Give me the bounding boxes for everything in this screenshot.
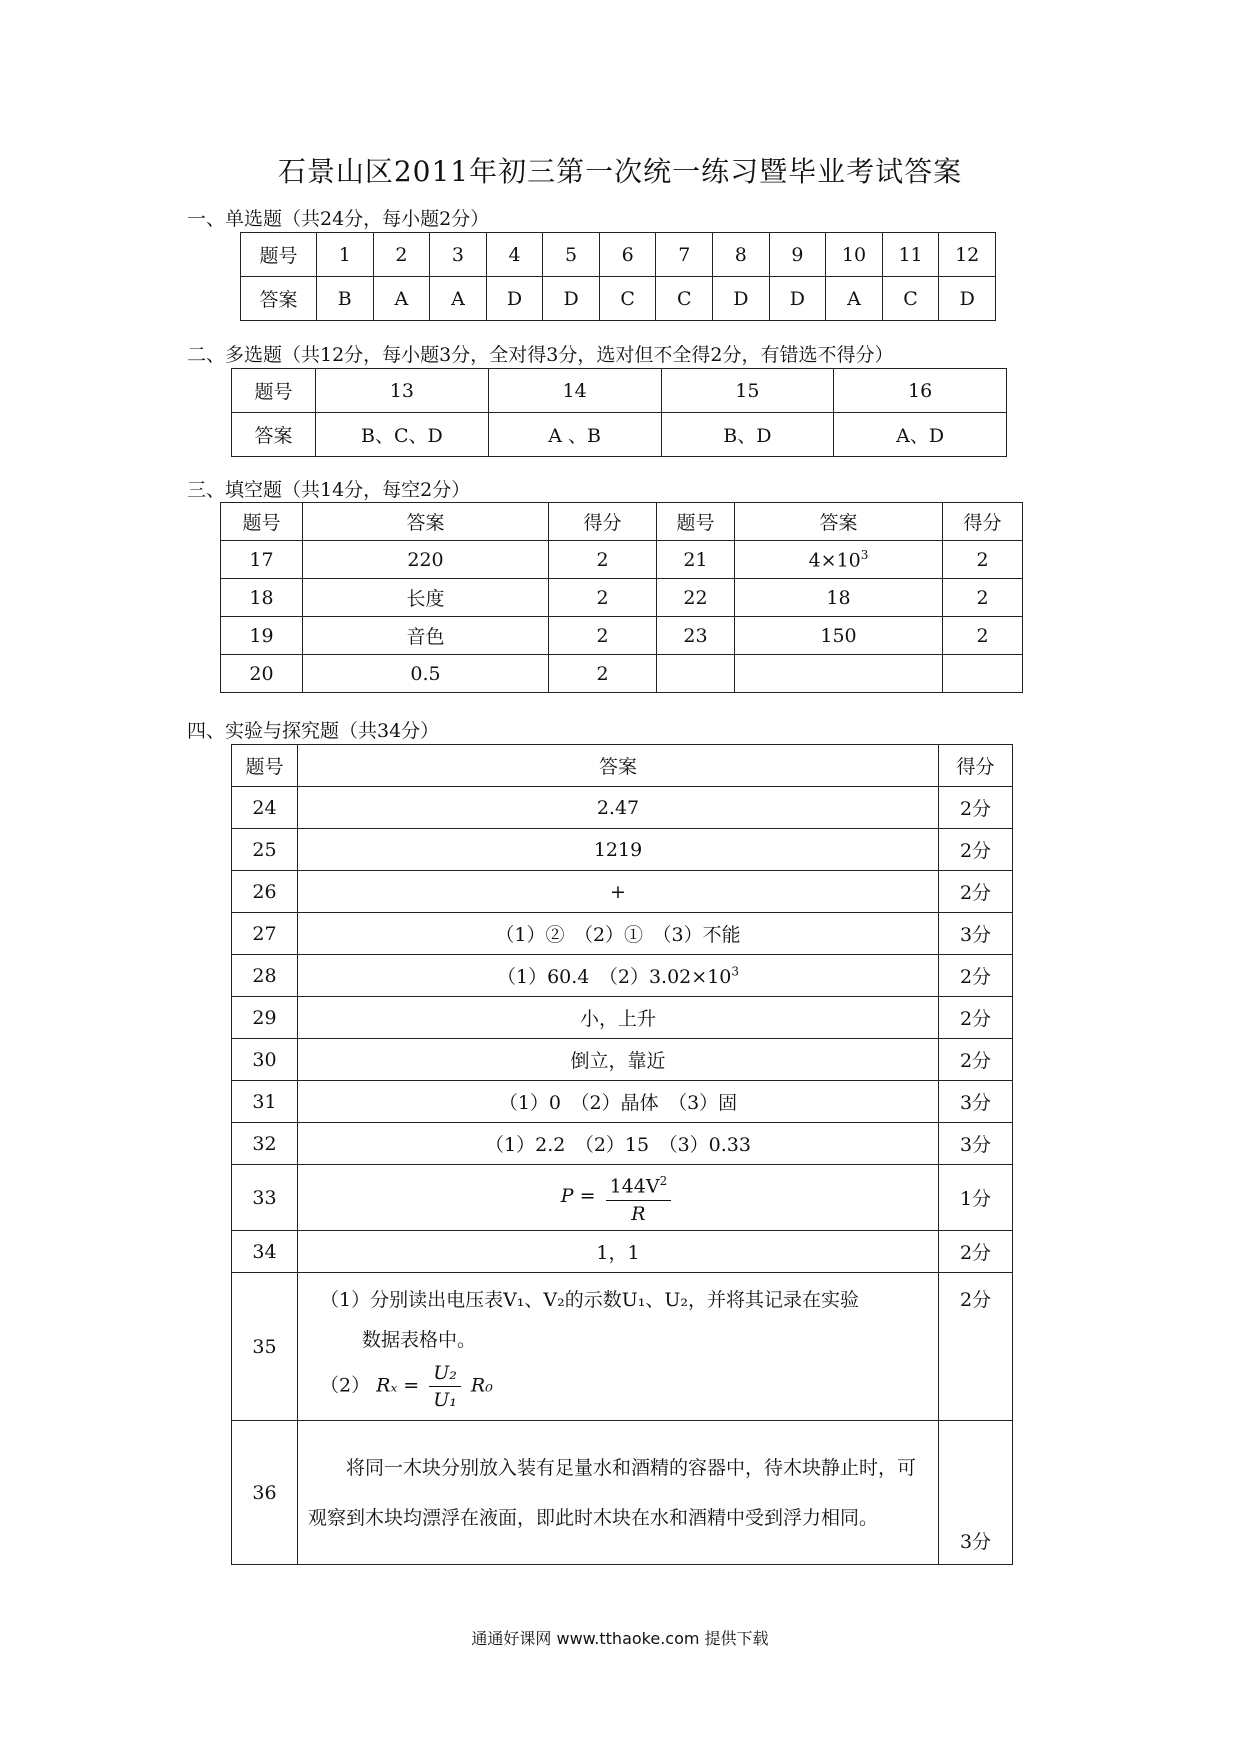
- question-number: 11: [882, 233, 939, 277]
- question-number: 10: [826, 233, 883, 277]
- score-cell: 3分: [939, 1421, 1013, 1565]
- answer-cell: D: [769, 277, 826, 321]
- answer-cell: D: [486, 277, 543, 321]
- column-header: 答案: [298, 745, 939, 787]
- answer-cell: 18: [735, 579, 943, 617]
- score-cell: 2: [943, 617, 1023, 655]
- question-number: 23: [657, 617, 735, 655]
- table-row: [232, 787, 1013, 829]
- answer-cell: A: [826, 277, 883, 321]
- answer-cell: [298, 1421, 939, 1565]
- answer-cell: A、D: [834, 413, 1007, 457]
- answer-line: （1）分别读出电压表V₁、V₂的示数U₁、U₂，并将其记录在实验: [320, 1289, 860, 1311]
- score-cell: 2分: [939, 787, 1013, 829]
- question-number: 2: [373, 233, 430, 277]
- question-number: 36: [232, 1421, 298, 1565]
- question-number: 28: [232, 955, 298, 997]
- question-number: 4: [486, 233, 543, 277]
- answer-cell: [298, 1273, 939, 1421]
- table-row: [221, 655, 1023, 693]
- question-number: 16: [834, 369, 1007, 413]
- score-cell: 2分: [939, 1039, 1013, 1081]
- question-number: 3: [430, 233, 487, 277]
- question-number: 26: [232, 871, 298, 913]
- question-number: 9: [769, 233, 826, 277]
- answer-cell: 150: [735, 617, 943, 655]
- answer-text: （1）60.4 （2）3.02×10: [496, 966, 732, 988]
- formula-numerator: U₂: [429, 1360, 461, 1387]
- question-number: 22: [657, 579, 735, 617]
- answer-cell: 1219: [298, 829, 939, 871]
- answer-cell: C: [882, 277, 939, 321]
- question-number: 20: [221, 655, 303, 693]
- column-header: 得分: [943, 503, 1023, 541]
- column-header: 题号: [221, 503, 303, 541]
- answer-cell: D: [939, 277, 996, 321]
- question-number: 17: [221, 541, 303, 579]
- question-number: 7: [656, 233, 713, 277]
- row-label: 答案: [232, 413, 316, 457]
- table-header-row: [221, 503, 1023, 541]
- table-row: [232, 1421, 1013, 1565]
- answer-cell: C: [599, 277, 656, 321]
- score-cell: 2: [943, 541, 1023, 579]
- answer-text: 4×10: [808, 549, 861, 572]
- question-number: 21: [657, 541, 735, 579]
- answer-cell: A 、B: [488, 413, 661, 457]
- question-number: 33: [232, 1165, 298, 1231]
- question-number: 35: [232, 1273, 298, 1421]
- exponent: 3: [860, 547, 869, 562]
- score-cell: 2: [549, 617, 657, 655]
- resistance-formula: [429, 1360, 461, 1413]
- score-cell: 2分: [939, 997, 1013, 1039]
- score-cell: 2: [549, 541, 657, 579]
- answer-cell: A: [373, 277, 430, 321]
- answer-cell: 长度: [303, 579, 549, 617]
- question-number: 15: [661, 369, 834, 413]
- fill-in-table: [220, 502, 1023, 693]
- section-2-heading: 二、多选题（共12分，每小题3分，全对得3分，选对但不全得2分，有错选不得分）: [187, 344, 894, 366]
- formula-lhs: P =: [560, 1185, 596, 1208]
- question-number: 27: [232, 913, 298, 955]
- answer-cell: A: [430, 277, 487, 321]
- answer-cell: B、D: [661, 413, 834, 457]
- table-row: [232, 1081, 1013, 1123]
- question-number: 12: [939, 233, 996, 277]
- row-label: 题号: [241, 233, 317, 277]
- table-row: [232, 1231, 1013, 1273]
- column-header: 得分: [939, 745, 1013, 787]
- question-number: 34: [232, 1231, 298, 1273]
- table-row: [232, 913, 1013, 955]
- answer-cell: 音色: [303, 617, 549, 655]
- answer-cell: 2.47: [298, 787, 939, 829]
- table-row: [232, 997, 1013, 1039]
- answer-cell: 220: [303, 541, 549, 579]
- formula-prefix: （2）: [320, 1374, 371, 1397]
- table-row: [241, 277, 996, 321]
- section-1-heading: 一、单选题（共24分，每小题2分）: [187, 208, 490, 230]
- question-number: 13: [316, 369, 489, 413]
- answer-cell: [298, 1165, 939, 1231]
- question-number: 31: [232, 1081, 298, 1123]
- table-row: [241, 233, 996, 277]
- answer-cell: +: [298, 871, 939, 913]
- answer-cell: （1）② （2）① （3）不能: [298, 913, 939, 955]
- answer-paragraph: 将同一木块分别放入装有足量水和酒精的容器中，待木块静止时，可观察到木块均漂浮在液面，即此时木块在水和酒精中受到浮力相同。: [308, 1456, 917, 1529]
- answer-cell: （1）2.2 （2）15 （3）0.33: [298, 1123, 939, 1165]
- table-row: [232, 829, 1013, 871]
- section-4-heading: 四、实验与探究题（共34分）: [187, 720, 440, 742]
- question-number: [657, 655, 735, 693]
- exponent: 3: [731, 964, 740, 979]
- column-header: 答案: [303, 503, 549, 541]
- score-cell: 2分: [939, 1273, 1013, 1421]
- table-row: [232, 955, 1013, 997]
- question-number: 14: [488, 369, 661, 413]
- table-row: [221, 541, 1023, 579]
- answer-cell: [735, 541, 943, 579]
- score-cell: 1分: [939, 1165, 1013, 1231]
- table-row: [232, 1039, 1013, 1081]
- question-number: 1: [317, 233, 374, 277]
- score-cell: [943, 655, 1023, 693]
- formula-lhs: Rₓ =: [376, 1374, 420, 1397]
- answer-cell: 小，上升: [298, 997, 939, 1039]
- answer-cell: 倒立，靠近: [298, 1039, 939, 1081]
- table-row: [232, 1123, 1013, 1165]
- answer-cell: D: [543, 277, 600, 321]
- question-number: 18: [221, 579, 303, 617]
- question-number: 24: [232, 787, 298, 829]
- table-row: [232, 1273, 1013, 1421]
- table-row: [232, 369, 1007, 413]
- table-row: [232, 1165, 1013, 1231]
- row-label: 答案: [241, 277, 317, 321]
- question-number: 30: [232, 1039, 298, 1081]
- answer-cell: D: [713, 277, 770, 321]
- single-choice-table: [240, 232, 996, 321]
- question-number: 29: [232, 997, 298, 1039]
- experiment-table: [231, 744, 1013, 1565]
- column-header: 题号: [657, 503, 735, 541]
- answer-cell: 1，1: [298, 1231, 939, 1273]
- question-number: 8: [713, 233, 770, 277]
- page-title: 石景山区2011年初三第一次统一练习暨毕业考试答案: [277, 155, 963, 188]
- question-number: 5: [543, 233, 600, 277]
- table-row: [232, 871, 1013, 913]
- answer-cell: 0.5: [303, 655, 549, 693]
- score-cell: 2分: [939, 955, 1013, 997]
- section-3-heading: 三、填空题（共14分，每空2分）: [187, 479, 471, 501]
- answer-cell: B: [317, 277, 374, 321]
- score-cell: 2分: [939, 829, 1013, 871]
- column-header: 题号: [232, 745, 298, 787]
- formula-rhs: R₀: [470, 1374, 493, 1397]
- table-row: [221, 579, 1023, 617]
- question-number: 25: [232, 829, 298, 871]
- formula-denominator: R: [631, 1202, 646, 1225]
- formula-denominator: U₁: [433, 1389, 457, 1411]
- footer-credit: 通通好课网 www.tthaoke.com 提供下载: [471, 1629, 769, 1648]
- score-cell: 3分: [939, 1123, 1013, 1165]
- column-header: 得分: [549, 503, 657, 541]
- answer-cell: C: [656, 277, 713, 321]
- score-cell: 3分: [939, 913, 1013, 955]
- multiple-choice-table: [231, 368, 1007, 457]
- answer-line: 数据表格中。: [362, 1329, 477, 1351]
- score-cell: 2: [549, 579, 657, 617]
- score-cell: 2: [549, 655, 657, 693]
- answer-formula-line: [320, 1360, 928, 1413]
- row-label: 题号: [232, 369, 316, 413]
- answer-cell: [298, 955, 939, 997]
- table-row: [232, 413, 1007, 457]
- power-formula: [606, 1168, 672, 1226]
- column-header: 答案: [735, 503, 943, 541]
- score-cell: 3分: [939, 1081, 1013, 1123]
- table-header-row: [232, 745, 1013, 787]
- score-cell: 2分: [939, 1231, 1013, 1273]
- table-row: [221, 617, 1023, 655]
- answer-cell: B、C、D: [316, 413, 489, 457]
- answer-cell: [735, 655, 943, 693]
- exponent: 2: [659, 1174, 668, 1189]
- question-number: 32: [232, 1123, 298, 1165]
- score-cell: 2: [943, 579, 1023, 617]
- formula-numerator: 144V: [609, 1175, 660, 1198]
- question-number: 19: [221, 617, 303, 655]
- question-number: 6: [599, 233, 656, 277]
- answer-cell: （1）0 （2）晶体 （3）固: [298, 1081, 939, 1123]
- score-cell: 2分: [939, 871, 1013, 913]
